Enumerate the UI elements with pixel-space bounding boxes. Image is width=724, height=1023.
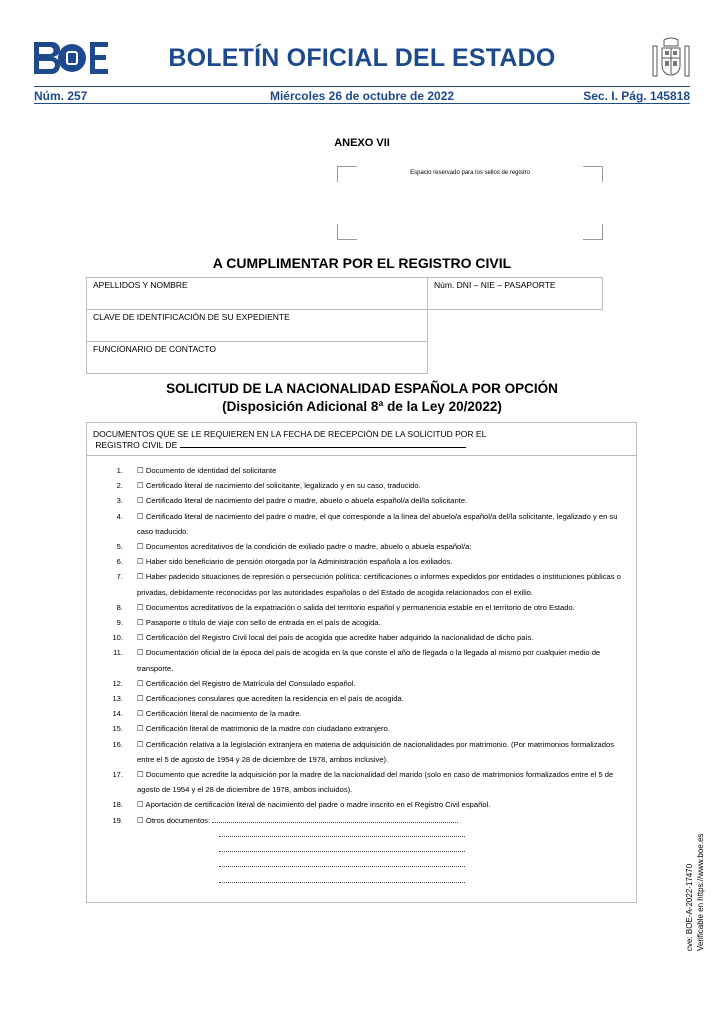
- document-item[interactable]: [87, 615, 636, 630]
- document-item-number: 10.: [112, 633, 123, 643]
- issue-number: Núm. 257: [34, 89, 88, 103]
- document-item-text: ☐ Pasaporte o título de viaje con sello de entrada en el país de acogida.: [137, 618, 381, 628]
- issue-bar: [34, 86, 690, 104]
- documents-box: [86, 422, 637, 903]
- application-title: SOLICITUD DE LA NACIONALIDAD ESPAÑOLA POR OPCIÓN: [166, 381, 558, 396]
- stamp-area-label: Espacio reservado para los sellos de registro: [410, 170, 530, 176]
- document-item-text: ☐ Certificación literal de nacimiento de la madre.: [137, 709, 302, 719]
- document-item-number: 9.: [116, 618, 123, 628]
- document-item-text: ☐ Documentación oficial de la época del país de acogida en la que conste el año de llegada o la llegada al mismo por cualquier medio de transporte.: [137, 648, 601, 673]
- document-item-number: 17.: [112, 770, 123, 780]
- document-item-number: 3.: [116, 496, 123, 506]
- document-item[interactable]: [87, 493, 636, 508]
- document-item[interactable]: [87, 600, 636, 615]
- name-field[interactable]: [86, 277, 428, 310]
- document-item[interactable]: [87, 706, 636, 721]
- document-item-number: 16.: [112, 739, 123, 749]
- documents-list: [87, 463, 636, 889]
- application-subtitle: (Disposición Adicional 8ª de la Ley 20/2022): [222, 399, 502, 414]
- document-item[interactable]: [87, 676, 636, 691]
- stamp-area: [337, 166, 603, 240]
- document-item[interactable]: [87, 509, 636, 539]
- documents-header-line2: REGISTRO CIVIL DE: [95, 440, 178, 450]
- document-item-number: 7.: [116, 572, 123, 582]
- document-item[interactable]: [87, 645, 636, 675]
- document-item[interactable]: [87, 463, 636, 478]
- document-item-text: ☐ Certificado literal de nacimiento del padre o madre, abuelo o abuela español/a del/la solicitante.: [137, 496, 468, 506]
- document-item-number: 1.: [116, 466, 123, 475]
- document-item[interactable]: [87, 721, 636, 736]
- document-item[interactable]: [87, 569, 636, 599]
- document-item[interactable]: [87, 539, 636, 554]
- document-item-text: ☐ Aportación de certificación literal de nacimiento del padre o madre inscrito en el Registro Civil español.: [137, 800, 491, 810]
- document-item-number: 15.: [112, 724, 123, 734]
- document-item-number: 13.: [112, 694, 123, 704]
- document-item-text: ☐ Haber sido beneficiario de pensión otorgada por la Administración española a los exiliados.: [137, 557, 453, 567]
- name-label: APELLIDOS Y NOMBRE: [93, 280, 188, 290]
- document-item[interactable]: [87, 630, 636, 645]
- document-item-text: ☐ Haber padecido situaciones de represión o persecución política: certificaciones o informes expedidos por entidades o instituciones públicas o privadas, debidamente reconocidas por las autoridades españolas o del Estado de acogida relacionados con el exilio.: [137, 572, 621, 597]
- officer-label: FUNCIONARIO DE CONTACTO: [93, 344, 216, 354]
- document-item-number: 4.: [116, 511, 123, 521]
- other-documents-line[interactable]: [219, 822, 465, 837]
- document-item-text: ☐ Documentos acreditativos de la expatriación o salida del territorio español y permanencia estable en el territorio de otro Estado.: [137, 602, 575, 612]
- document-item-number: 19.: [112, 815, 123, 825]
- document-item-number: 5.: [116, 542, 123, 552]
- document-item-text: ☐ Otros documentos:: [137, 815, 211, 825]
- document-item-number: 18.: [112, 800, 123, 810]
- document-item-text: ☐ Certificaciones consulares que acrediten la residencia en el país de acogida.: [137, 694, 404, 704]
- document-item-number: 2.: [116, 481, 123, 491]
- document-item-text: ☐ Documento de identidad del solicitante: [137, 466, 277, 475]
- id-label: Núm. DNI – NIE – PASAPORTE: [434, 280, 556, 290]
- annex-title: ANEXO VII: [334, 137, 390, 149]
- document-item-number: 12.: [112, 678, 123, 688]
- document-item[interactable]: [87, 691, 636, 706]
- document-item-number: 14.: [112, 709, 123, 719]
- documents-header-line1: DOCUMENTOS QUE SE LE REQUIEREN EN LA FECHA DE RECEPCIÓN DE LA SOLICITUD POR EL: [93, 429, 487, 439]
- document-item-text: ☐ Certificación del Registro Civil local del país de acogida que acredite haber adquirido la nacionalidad de dicho país.: [137, 633, 534, 643]
- publication-title: BOLETÍN OFICIAL DEL ESTADO: [168, 44, 556, 72]
- section-page: Sec. I. Pág. 145818: [583, 89, 690, 103]
- verification-url: Verificable en https://www.boe.es: [696, 833, 705, 951]
- id-field[interactable]: [427, 277, 603, 310]
- document-item[interactable]: [87, 767, 636, 797]
- document-item-text: ☐ Certificado literal de nacimiento del solicitante, legalizado y en su caso, traducido.: [137, 481, 421, 491]
- document-item-text: ☐ Certificación relativa a la legislación extranjera en materia de adquisición de nacionalidades por matrimonio. (Por matrimonios formalizados entre el 5 de agosto de 1954 y 28 de diciembre de 1978, ambos inclusive).: [137, 739, 615, 764]
- document-item-text: ☐ Certificado literal de nacimiento del padre o madre, el que corresponde a la línea del abuelo/a español/a del/la solicitante, legalizado y en su caso traducido.: [137, 511, 618, 536]
- document-item[interactable]: [87, 797, 636, 812]
- document-item[interactable]: [87, 554, 636, 569]
- issue-date: Miércoles 26 de octubre de 2022: [269, 89, 455, 103]
- registry-heading: A CUMPLIMENTAR POR EL REGISTRO CIVIL: [212, 255, 512, 271]
- document-item-number: 11.: [113, 648, 123, 658]
- coat-of-arms-icon: [650, 36, 692, 82]
- officer-field[interactable]: [86, 341, 428, 374]
- document-item[interactable]: [87, 737, 636, 767]
- document-item-number: 6.: [116, 557, 123, 567]
- document-item-text: ☐ Documentos acreditativos de la condición de exiliado padre o madre, abuelo o abuela español/a:: [137, 542, 472, 552]
- verification-note: [684, 834, 706, 951]
- document-item-text: ☐ Certificación literal de matrimonio de la madre con ciudadano extranjero.: [137, 724, 390, 734]
- file-key-field[interactable]: [86, 309, 428, 342]
- document-item-text: ☐ Documento que acredite la adquisición por la madre de la nacionalidad del marido (solo en caso de matrimonios formalizados entre el 5 de agosto de 1954 y el 28 de diciembre de 1978, ambos incluidos).: [137, 770, 614, 795]
- document-item-number: 8.: [116, 602, 123, 612]
- cve-code: cve: BOE-A-2022-17470: [685, 863, 694, 951]
- document-item-text: ☐ Certificación del Registro de Matrícula del Consulado español.: [137, 678, 356, 688]
- documents-header: [87, 423, 636, 456]
- file-key-label: CLAVE DE IDENTIFICACIÓN DE SU EXPEDIENTE: [93, 312, 290, 322]
- other-documents-line[interactable]: [219, 867, 465, 882]
- document-item[interactable]: [87, 478, 636, 493]
- other-documents-line[interactable]: [219, 852, 465, 867]
- boe-logo: [34, 42, 108, 74]
- registry-blank-line[interactable]: [180, 440, 466, 448]
- other-documents-line[interactable]: [219, 837, 465, 852]
